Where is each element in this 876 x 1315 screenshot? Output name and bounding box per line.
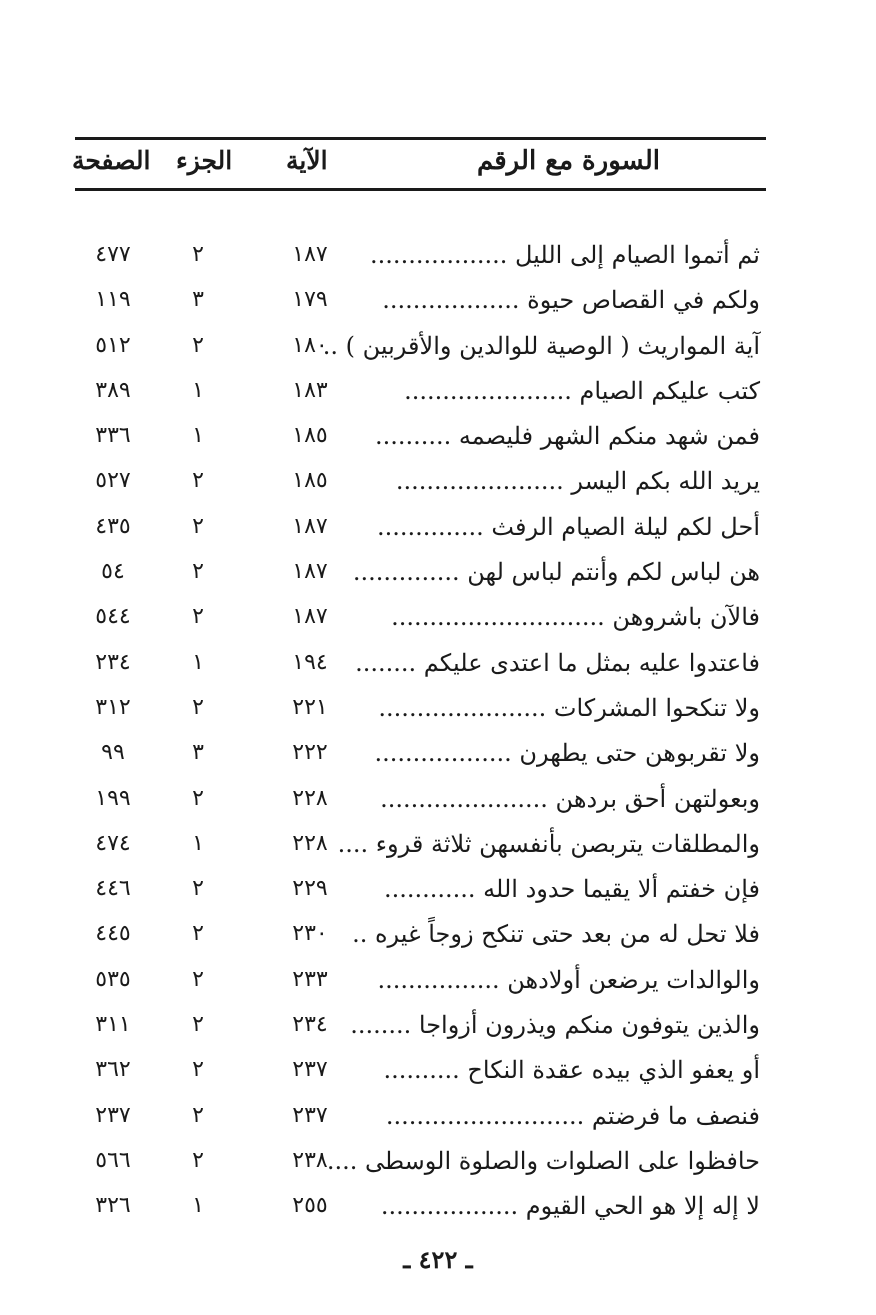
row-page-number: ١٩٩ (95, 785, 131, 811)
table-row (0, 733, 876, 778)
row-page-number: ٣١٢ (95, 694, 131, 720)
table-row (0, 1141, 876, 1186)
row-surah-text: فاعتدوا عليه بمثل ما اعتدى عليكم ........ (355, 648, 760, 677)
row-juz-number: ٢ (192, 694, 204, 720)
row-juz-number: ٢ (192, 876, 204, 902)
row-ayah-number: ١٨٧ (292, 513, 328, 539)
table-row (0, 1050, 876, 1095)
row-surah-text: فمن شهد منكم الشهر فليصمه .......... (374, 422, 760, 451)
row-page-number: ٥٦٦ (95, 1147, 131, 1173)
row-surah-text: فلا تحل له من بعد حتى تنكح زوجاً غيره .. (352, 920, 760, 949)
table-row (0, 1096, 876, 1141)
row-page-number: ٣٢٦ (95, 1193, 131, 1219)
row-juz-number: ٢ (192, 513, 204, 539)
row-juz-number: ٢ (192, 966, 204, 992)
row-ayah-number: ١٧٩ (292, 287, 328, 313)
row-ayah-number: ٢٣٨ (292, 1147, 328, 1173)
row-ayah-number: ١٨٥ (292, 468, 328, 494)
row-juz-number: ٢ (192, 242, 204, 267)
row-ayah-number: ٢٣٣ (292, 966, 328, 992)
row-ayah-number: ١٨٧ (292, 242, 328, 267)
row-juz-number: ٣ (192, 740, 204, 766)
table-header-rule (75, 188, 766, 191)
table-row (0, 597, 876, 642)
header-surah-label: السورة مع الرقم (476, 146, 660, 176)
row-ayah-number: ١٩٤ (292, 649, 328, 675)
row-ayah-number: ١٨٣ (292, 377, 328, 403)
row-page-number: ٤٧٧ (95, 242, 131, 267)
row-juz-number: ٢ (192, 785, 204, 811)
table-row (0, 235, 876, 280)
row-page-number: ٤٤٥ (95, 921, 131, 947)
row-juz-number: ١ (192, 830, 204, 856)
row-ayah-number: ٢٢٩ (292, 876, 328, 902)
table-row (0, 869, 876, 914)
row-surah-text: ولا تنكحوا المشركات ...................... (378, 693, 760, 722)
row-surah-text: يريد الله بكم اليسر ...................... (395, 467, 760, 496)
row-page-number: ٣٨٩ (95, 377, 131, 403)
table-row (0, 1186, 876, 1231)
table-row (0, 1005, 876, 1050)
row-page-number: ٥١٢ (95, 332, 131, 358)
row-juz-number: ٢ (192, 1147, 204, 1173)
row-page-number: ٣٦٢ (95, 1057, 131, 1083)
row-ayah-number: ١٨٧ (292, 559, 328, 585)
row-surah-text: ولا تقربوهن حتى يطهرن .................. (374, 739, 760, 768)
table-row (0, 280, 876, 325)
row-juz-number: ٢ (192, 332, 204, 358)
row-surah-text: أحل لكم ليلة الصيام الرفث .............. (376, 512, 760, 541)
row-juz-number: ١ (192, 649, 204, 675)
row-juz-number: ٢ (192, 559, 204, 585)
row-surah-text: والذين يتوفون منكم ويذرون أزواجا ........ (350, 1011, 760, 1040)
table-top-rule (75, 137, 766, 140)
row-ayah-number: ٢٢١ (292, 694, 328, 720)
row-surah-text: فالآن باشروهن ............................ (391, 603, 760, 632)
row-juz-number: ٢ (192, 604, 204, 630)
row-ayah-number: ١٨٥ (292, 423, 328, 449)
row-juz-number: ٣ (192, 287, 204, 313)
row-surah-text: والوالدات يرضعن أولادهن ................ (377, 965, 760, 994)
row-surah-text: والمطلقات يتربصن بأنفسهن ثلاثة قروء .... (337, 829, 760, 858)
row-page-number: ٤٤٦ (95, 876, 131, 902)
row-juz-number: ٢ (192, 1057, 204, 1083)
row-surah-text: ولكم في القصاص حيوة .................. (382, 286, 760, 315)
row-surah-text: حافظوا على الصلوات والصلوة الوسطى .... (326, 1146, 760, 1175)
row-page-number: ٤٧٤ (95, 830, 131, 856)
row-surah-text: لا إله إلا هو الحي القيوم .................. (380, 1192, 760, 1221)
row-juz-number: ٢ (192, 1102, 204, 1128)
row-ayah-number: ٢٢٨ (292, 785, 328, 811)
row-ayah-number: ٢٣٧ (292, 1057, 328, 1083)
row-juz-number: ٢ (192, 1012, 204, 1038)
header-page-label: الصفحة (72, 146, 151, 175)
row-page-number: ٥٤ (101, 559, 125, 585)
page-number: ـ ٤٢٢ ـ (403, 1245, 473, 1274)
row-ayah-number: ٢٣٧ (292, 1102, 328, 1128)
table-row (0, 643, 876, 688)
table-row (0, 824, 876, 869)
row-surah-text: هن لباس لكم وأنتم لباس لهن .............. (352, 558, 760, 587)
row-ayah-number: ٢٣٤ (292, 1012, 328, 1038)
row-page-number: ٤٣٥ (95, 513, 131, 539)
table-body (0, 235, 876, 1232)
row-ayah-number: ١٨٧ (292, 604, 328, 630)
header-juz-label: الجزء (176, 146, 233, 175)
table-row (0, 688, 876, 733)
row-surah-text: أو يعفو الذي بيده عقدة النكاح .......... (383, 1056, 760, 1085)
row-juz-number: ٢ (192, 921, 204, 947)
row-ayah-number: ٢٢٢ (292, 740, 328, 766)
row-page-number: ٩٩ (101, 740, 125, 766)
row-ayah-number: ٢٥٥ (292, 1193, 328, 1219)
row-page-number: ٥٢٧ (95, 468, 131, 494)
row-surah-text: آية المواريث ( الوصية للوالدين والأقربين ) .. (322, 331, 760, 360)
row-page-number: ٣٣٦ (95, 423, 131, 449)
table-row (0, 960, 876, 1005)
row-page-number: ٥٤٤ (95, 604, 131, 630)
row-page-number: ٢٣٧ (95, 1102, 131, 1128)
row-juz-number: ١ (192, 377, 204, 403)
row-surah-text: وبعولتهن أحق بردهن ...................... (380, 784, 760, 813)
row-surah-text: ثم أتموا الصيام إلى الليل .................. (370, 241, 760, 269)
row-surah-text: فإن خفتم ألا يقيما حدود الله ............ (383, 875, 760, 904)
table-row (0, 326, 876, 371)
row-page-number: ١١٩ (95, 287, 131, 313)
row-juz-number: ٢ (192, 468, 204, 494)
row-ayah-number: ١٨٠ (292, 332, 328, 358)
row-surah-text: كتب عليكم الصيام ...................... (404, 376, 760, 405)
row-ayah-number: ٢٢٨ (292, 830, 328, 856)
table-row (0, 461, 876, 506)
header-ayah-label: الآية (286, 146, 328, 175)
table-row (0, 552, 876, 597)
table-header (0, 142, 876, 186)
row-surah-text: فنصف ما فرضتم .......................... (385, 1101, 760, 1130)
table-row (0, 371, 876, 416)
row-juz-number: ١ (192, 1193, 204, 1219)
row-juz-number: ١ (192, 423, 204, 449)
row-page-number: ٥٣٥ (95, 966, 131, 992)
table-row (0, 914, 876, 959)
table-row (0, 416, 876, 461)
row-page-number: ٢٣٤ (95, 649, 131, 675)
table-row (0, 507, 876, 552)
table-row (0, 779, 876, 824)
row-ayah-number: ٢٣٠ (292, 921, 328, 947)
row-page-number: ٣١١ (95, 1012, 131, 1038)
